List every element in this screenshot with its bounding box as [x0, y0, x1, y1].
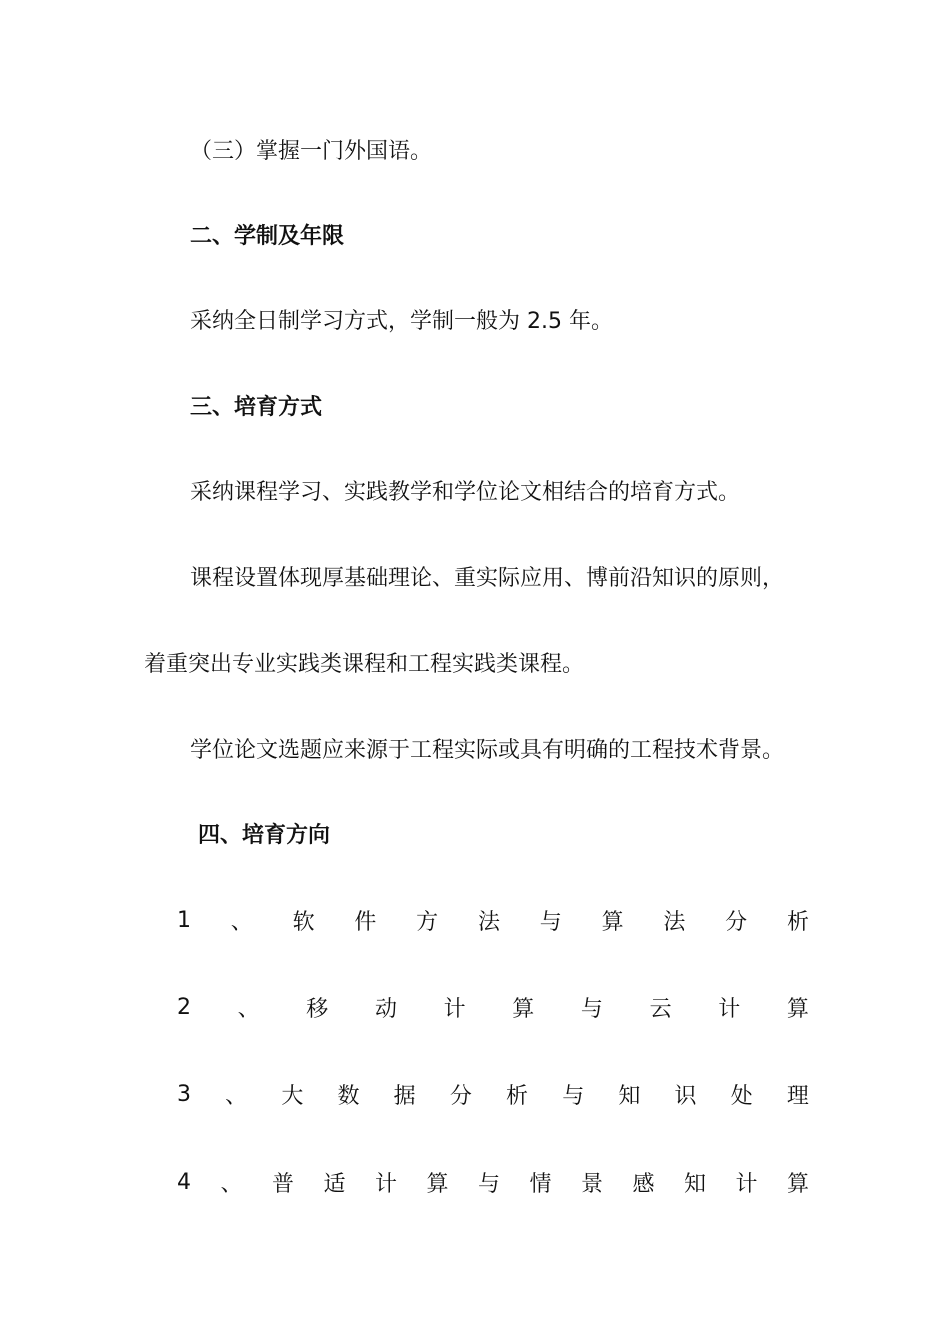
section-2-text: 采纳全日制学习方式，学制一般为 2.5 年。	[190, 309, 613, 334]
direction-char: 情	[529, 1171, 552, 1197]
direction-char: 算	[786, 996, 809, 1022]
item-foreign-language: （三）掌握一门外国语。	[190, 139, 433, 164]
direction-char: 2	[177, 994, 191, 1020]
direction-char: 方	[416, 909, 439, 935]
direction-char: 法	[477, 909, 500, 935]
direction-char: 计	[735, 1171, 758, 1197]
direction-char: 法	[663, 909, 686, 935]
section-3-paragraph-3: 学位论文选题应来源于工程实际或具有明确的工程技术背景。	[190, 738, 785, 763]
direction-char: 大	[281, 1083, 304, 1109]
direction-char: 知	[618, 1083, 641, 1109]
direction-char: 1	[177, 907, 191, 933]
direction-char: 理	[786, 1083, 809, 1109]
direction-char: 件	[354, 909, 377, 935]
direction-char: 计	[718, 996, 741, 1022]
section-3-paragraph-2-line-1: 课程设置体现厚基础理论、重实际应用、博前沿知识的原则，	[190, 566, 785, 591]
direction-item-2	[177, 992, 809, 1022]
direction-char: 、	[237, 996, 260, 1022]
direction-char: 处	[730, 1083, 753, 1109]
direction-char: 4	[177, 1169, 191, 1195]
section-3-title: 三、培育方式	[190, 395, 323, 420]
direction-char: 感	[632, 1171, 655, 1197]
direction-char: 与	[580, 996, 603, 1022]
direction-char: 移	[306, 996, 329, 1022]
direction-char: 分	[449, 1083, 472, 1109]
direction-char: 云	[649, 996, 672, 1022]
direction-char: 3	[177, 1081, 191, 1107]
direction-char: 计	[443, 996, 466, 1022]
direction-char: 算	[786, 1171, 809, 1197]
direction-char: 据	[393, 1083, 416, 1109]
direction-char: 与	[477, 1171, 500, 1197]
direction-char: 、	[220, 1171, 243, 1197]
direction-char: 、	[230, 909, 253, 935]
direction-char: 计	[374, 1171, 397, 1197]
direction-char: 析	[506, 1083, 529, 1109]
direction-item-4	[177, 1167, 809, 1197]
direction-char: 与	[539, 909, 562, 935]
direction-char: 动	[374, 996, 397, 1022]
section-3-paragraph-1: 采纳课程学习、实践教学和学位论文相结合的培育方式。	[190, 480, 741, 505]
section-4-title: 四、培育方向	[198, 823, 331, 848]
direction-char: 数	[337, 1083, 360, 1109]
direction-item-1	[177, 905, 809, 935]
direction-char: 分	[725, 909, 748, 935]
direction-char: 普	[271, 1171, 294, 1197]
direction-char: 、	[225, 1083, 248, 1109]
direction-char: 识	[674, 1083, 697, 1109]
direction-char: 与	[562, 1083, 585, 1109]
direction-char: 析	[786, 909, 809, 935]
direction-char: 适	[323, 1171, 346, 1197]
direction-char: 景	[580, 1171, 603, 1197]
section-2-title: 二、学制及年限	[190, 224, 345, 249]
direction-char: 算	[426, 1171, 449, 1197]
direction-char: 软	[292, 909, 315, 935]
direction-char: 算	[512, 996, 535, 1022]
direction-char: 知	[683, 1171, 706, 1197]
direction-char: 算	[601, 909, 624, 935]
section-3-paragraph-2-line-2: 着重突出专业实践类课程和工程实践类课程。	[144, 652, 585, 677]
direction-item-3	[177, 1079, 809, 1109]
